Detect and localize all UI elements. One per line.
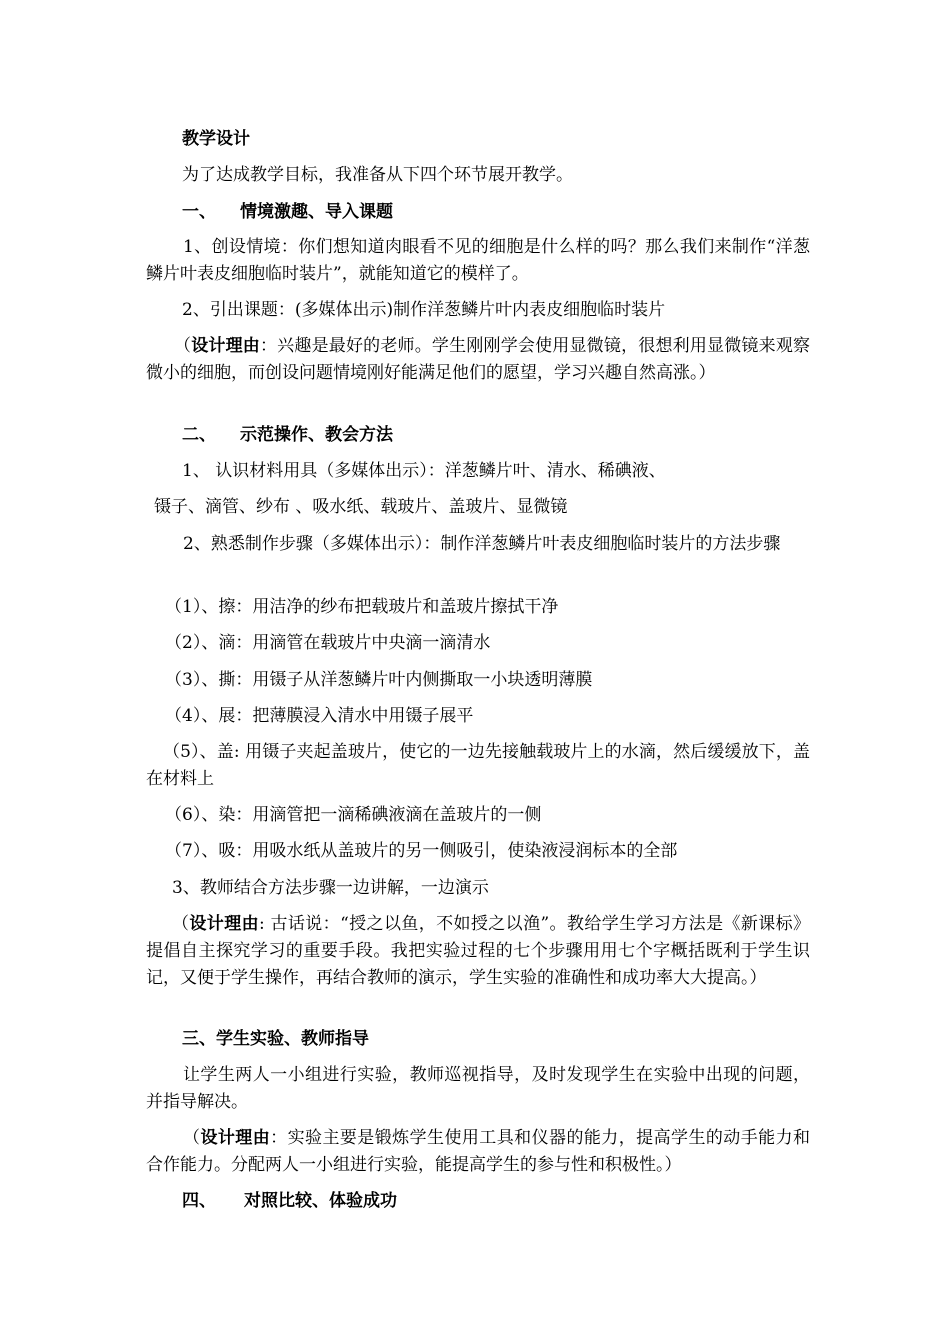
step-6: （6）、染：用滴管把一滴稀碘液滴在盖玻片的一侧 [165, 805, 542, 825]
section3-reason-text: ：实验主要是锻炼学生使用工具和仪器的能力，提高学生的动手能力和合作能力。分配两人一小组进行实验，能提高学生的参与性和积极性。） [146, 1128, 811, 1175]
intro-paragraph: 为了达成教学目标，我准备从下四个环节展开教学。 [182, 165, 573, 185]
section1-reason-label: 设计理由 [191, 336, 260, 356]
section4-title: 对照比较、体验成功 [244, 1191, 397, 1211]
section1-reason-text: ：兴趣是最好的老师。学生刚刚学会使用显微镜，很想利用显微镜来观察微小的细胞，而创设问题情境刚好能满足他们的愿望，学习兴趣自然高涨。） [146, 336, 811, 383]
step-1: （1）、擦：用洁净的纱布把载玻片和盖玻片擦拭干净 [165, 597, 559, 617]
section4-number: 四、 [182, 1191, 216, 1211]
section3-body: 让学生两人一小组进行实验，教师巡视指导，及时发现学生在实验中出现的问题，并指导解决。 [146, 1065, 810, 1112]
doc-title: 教学设计 [182, 129, 250, 149]
step-3: （3）、撕：用镊子从洋葱鳞片叶内侧撕取一小块透明薄膜 [165, 670, 593, 690]
step-4: （4）、展：把薄膜浸入清水中用镊子展平 [165, 706, 474, 726]
section1-title: 情境激趣、导入课题 [240, 202, 393, 222]
section2-reason-open: （ [172, 914, 190, 934]
section2-item1-line1: 1、 认识材料用具（多媒体出示）：洋葱鳞片叶、清水、稀碘液、 [182, 461, 666, 481]
section2-item2: 2、熟悉制作步骤（多媒体出示）：制作洋葱鳞片叶表皮细胞临时装片的方法步骤 [183, 534, 781, 554]
section2-item1-line2: 镊子、滴管、纱布 、吸水纸、载玻片、盖玻片、显微镜 [154, 497, 568, 517]
section3-reason [146, 1125, 810, 1179]
section2-title: 示范操作、教会方法 [240, 425, 393, 445]
section4-heading [182, 1188, 852, 1214]
section3-reason-label: 设计理由 [200, 1128, 271, 1148]
section2-heading [182, 422, 852, 448]
section2-reason-text: : 古话说：“授之以鱼，不如授之以渔”。教给学生学习方法是《新课标》提倡自主探究学习的重要手段。我把实验过程的七个步骤用用七个字概括既利于学生识记，又便于学生操作，再结合教师的演示，学生实验的准确性和成功率大大提高。） [146, 914, 811, 988]
section1-number: 一、 [182, 202, 216, 222]
section2-reason [146, 911, 810, 992]
step-5: （5）、盖: 用镊子夹起盖玻片，使它的一边先接触载玻片上的水滴，然后缓缓放下，盖在材料上 [146, 742, 810, 789]
section3-heading: 三、学生实验、教师指导 [182, 1029, 369, 1049]
section2-number: 二、 [182, 425, 216, 445]
step-7: （7）、吸：用吸水纸从盖玻片的另一侧吸引，使染液浸润标本的全部 [165, 841, 678, 861]
section2-item3: 3、教师结合方法步骤一边讲解，一边演示 [172, 878, 489, 898]
section1-item1: 1、创设情境：你们想知道肉眼看不见的细胞是什么样的吗？那么我们来制作“洋葱鳞片叶表皮细胞临时装片”，就能知道它的模样了。 [146, 237, 810, 284]
section3-reason-open: （ [183, 1128, 201, 1148]
section2-reason-label: 设计理由 [189, 914, 259, 934]
section1-item2: 2、引出课题：(多媒体出示)制作洋葱鳞片叶内表皮细胞临时装片 [182, 300, 666, 320]
section1-heading [182, 199, 852, 225]
step-2: （2）、滴：用滴管在载玻片中央滴一滴清水 [165, 633, 491, 653]
section1-reason-open: （ [174, 336, 192, 356]
section1-reason [146, 333, 810, 387]
